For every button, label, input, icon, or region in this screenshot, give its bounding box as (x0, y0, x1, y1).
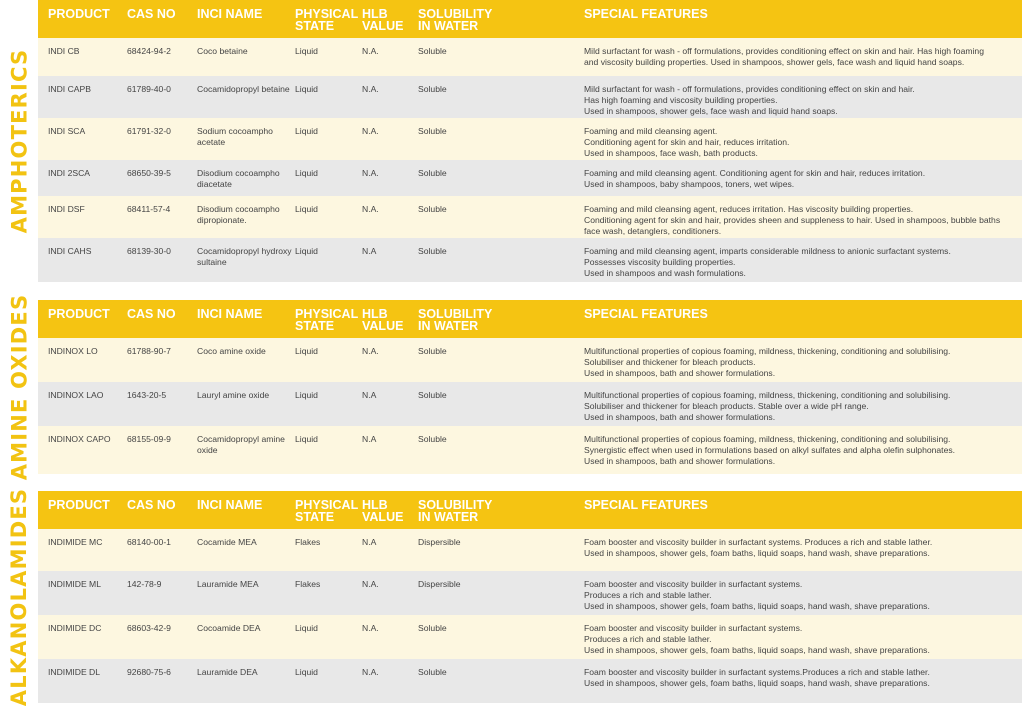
hlb-value: N.A. (362, 126, 379, 136)
header-cell (418, 308, 578, 332)
header-text: STATE (295, 510, 335, 524)
cas-number: 68139-30-0 (127, 246, 171, 256)
header-cell (362, 308, 417, 332)
hlb-value: N.A. (362, 667, 379, 677)
header-text: PHYSICAL (295, 307, 359, 321)
product-table (38, 0, 1022, 282)
header-text: IN WATER (418, 319, 479, 333)
feature-line: Used in shampoos, bath and shower formulations. (584, 367, 776, 378)
header-cell (362, 499, 417, 523)
header-text: PRODUCT (48, 7, 110, 21)
section-amine-oxides (0, 293, 1024, 481)
cas-number: 61789-40-0 (127, 84, 171, 94)
physical-state: Flakes (295, 579, 321, 589)
header-text: SOLUBILITY (418, 307, 493, 321)
header-text: PRODUCT (48, 498, 110, 512)
table-row (38, 426, 1022, 474)
section-side-label (0, 487, 38, 706)
cas-number: 61791-32-0 (127, 126, 171, 136)
header-text: SPECIAL FEATURES (584, 498, 708, 512)
feature-line: Multifunctional properties of copious foaming, mildness, thickening, conditioning and solubilising. (584, 346, 951, 356)
header-text: INCI NAME (197, 498, 263, 512)
section-side-label (0, 293, 38, 481)
header-text: PRODUCT (48, 307, 110, 321)
header-cell (127, 499, 197, 511)
feature-line: Solubiliser and thickener for bleach products. Stable over a wide pH range. (584, 400, 869, 411)
hlb-value: N.A. (362, 623, 379, 633)
feature-line: Foam booster and viscosity builder in surfactant systems. (584, 623, 803, 633)
table-row (38, 615, 1022, 659)
inci-name: Disodium cocoampho diacetate (197, 168, 280, 189)
feature-line: Multifunctional properties of copious foaming, mildness, thickening, conditioning and solubilising. (584, 390, 951, 400)
header-text: IN WATER (418, 510, 479, 524)
inci-name: Lauramide MEA (197, 579, 259, 589)
physical-state: Flakes (295, 537, 321, 547)
header-text: HLB (362, 307, 388, 321)
cas-number: 68424-94-2 (127, 46, 171, 56)
cas-number: 68650-39-5 (127, 168, 171, 178)
section-alkanolamides (0, 487, 1024, 706)
solubility: Soluble (418, 434, 447, 444)
solubility: Soluble (418, 390, 447, 400)
product-name: INDI CAPB (48, 84, 91, 94)
header-cell (48, 8, 126, 20)
table-header (38, 300, 1022, 338)
feature-line: Used in shampoos, shower gels, foam baths, liquid soaps, hand wash, shave preparations. (584, 644, 930, 655)
header-cell (295, 8, 361, 32)
section-side-label (0, 0, 38, 282)
feature-line: Used in shampoos, baby shampoos, toners, wet wipes. (584, 178, 795, 189)
hlb-value: N.A (362, 434, 377, 444)
solubility: Soluble (418, 204, 447, 214)
solubility: Soluble (418, 126, 447, 136)
solubility: Soluble (418, 84, 447, 94)
feature-line: Possesses viscosity building properties. (584, 256, 736, 267)
solubility: Soluble (418, 46, 447, 56)
cas-number: 92680-75-6 (127, 667, 171, 677)
physical-state: Liquid (295, 346, 318, 356)
feature-line: Synergistic effect when used in formulations based on alkyl sulfates and alpha olefin sulphonates. (584, 444, 956, 455)
product-name: INDI CAHS (48, 246, 92, 256)
product-name: INDINOX LAO (48, 390, 104, 400)
header-text: INCI NAME (197, 7, 263, 21)
header-text: VALUE (362, 319, 404, 333)
physical-state: Liquid (295, 204, 318, 214)
special-features (584, 84, 1024, 116)
feature-line: and viscosity building properties. Used in shampoos, shower gels, face wash and liquid hand soaps. (584, 56, 965, 67)
special-features (584, 623, 1024, 655)
feature-line: Used in shampoos, shower gels, face wash and liquid hand soaps. (584, 105, 838, 116)
table-row (38, 38, 1022, 76)
header-text: SPECIAL FEATURES (584, 307, 708, 321)
feature-line: Foaming and mild cleansing agent, imparts considerable mildness to anionic surfactant systems. (584, 246, 951, 256)
table-row (38, 118, 1022, 160)
inci-name: Disodium cocoampho dipropionate. (197, 204, 280, 225)
header-cell (295, 308, 361, 332)
hlb-value: N.A (362, 246, 377, 256)
header-text: SOLUBILITY (418, 498, 493, 512)
header-text: CAS NO (127, 7, 176, 21)
feature-line: Conditioning agent for skin and hair, provides sheen and suppleness to hair. Used in shampoos, bubble baths (584, 214, 1001, 225)
feature-line: Mild surfactant for wash - off formulations, provides conditioning effect on skin and hair. Has high foaming (584, 46, 984, 56)
product-name: INDINOX CAPO (48, 434, 111, 444)
hlb-value: N.A (362, 390, 377, 400)
special-features (584, 346, 1024, 378)
solubility: Soluble (418, 346, 447, 356)
table-row (38, 659, 1022, 703)
solubility: Dispersible (418, 537, 461, 547)
cas-number: 68140-00-1 (127, 537, 171, 547)
header-text: STATE (295, 19, 335, 33)
feature-line: Mild surfactant for wash - off formulations, provides conditioning effect on skin and hair. (584, 84, 915, 94)
header-text: VALUE (362, 510, 404, 524)
product-name: INDIMIDE DL (48, 667, 101, 677)
feature-line: Used in shampoos, bath and shower formulations. (584, 411, 776, 422)
header-cell (295, 499, 361, 523)
solubility: Soluble (418, 623, 447, 633)
feature-line: Has high foaming and viscosity building properties. (584, 94, 778, 105)
header-cell (362, 8, 417, 32)
product-name: INDI 2SCA (48, 168, 91, 178)
header-cell (197, 499, 294, 511)
table-header (38, 0, 1022, 38)
product-name: INDIMIDE MC (48, 537, 103, 547)
table-header (38, 491, 1022, 529)
inci-name: Coco amine oxide (197, 346, 266, 356)
table-row (38, 571, 1022, 615)
feature-line: Foam booster and viscosity builder in surfactant systems.Produces a rich and stable lather. (584, 667, 930, 677)
table-row (38, 338, 1022, 382)
product-table (38, 491, 1022, 703)
feature-line: Produces a rich and stable lather. (584, 633, 712, 644)
solubility: Soluble (418, 246, 447, 256)
hlb-value: N.A. (362, 84, 379, 94)
header-text: CAS NO (127, 307, 176, 321)
table-row (38, 76, 1022, 118)
physical-state: Liquid (295, 168, 318, 178)
header-cell (584, 308, 1024, 320)
physical-state: Liquid (295, 434, 318, 444)
feature-line: Foam booster and viscosity builder in surfactant systems. Produces a rich and stable lather. (584, 537, 933, 547)
feature-line: Foaming and mild cleansing agent. Conditioning agent for skin and hair, reduces irritation. (584, 168, 926, 178)
special-features (584, 246, 1024, 278)
table-row (38, 382, 1022, 426)
header-text: VALUE (362, 19, 404, 33)
cas-number: 1643-20-5 (127, 390, 167, 400)
header-cell (418, 8, 578, 32)
solubility: Soluble (418, 168, 447, 178)
feature-line: Used in shampoos, shower gels, foam baths, liquid soaps, hand wash, shave preparations. (584, 547, 930, 558)
special-features (584, 46, 1024, 68)
header-text: SOLUBILITY (418, 7, 493, 21)
section-title: AMINE OXIDES (7, 293, 32, 481)
inci-name: Cocoamide DEA (197, 623, 261, 633)
header-text: STATE (295, 319, 335, 333)
header-cell (48, 308, 126, 320)
hlb-value: N.A. (362, 168, 379, 178)
feature-line: Foaming and mild cleansing agent, reduces irritation. Has viscosity building properties. (584, 204, 914, 214)
special-features (584, 537, 1024, 559)
header-cell (127, 8, 197, 20)
feature-line: Multifunctional properties of copious foaming, mildness, thickening, conditioning and solubilising. (584, 434, 951, 444)
table-row (38, 238, 1022, 282)
special-features (584, 667, 1024, 689)
feature-line: face wash, detanglers, conditioners. (584, 225, 722, 236)
cas-number: 68603-42-9 (127, 623, 171, 633)
header-cell (584, 499, 1024, 511)
header-cell (127, 308, 197, 320)
feature-line: Used in shampoos, shower gels, foam baths, liquid soaps, hand wash, shave preparations. (584, 600, 930, 611)
inci-name: Cocamidopropyl betaine (197, 84, 290, 94)
cas-number: 68155-09-9 (127, 434, 171, 444)
table-row (38, 196, 1022, 238)
hlb-value: N.A. (362, 46, 379, 56)
feature-line: Used in shampoos, face wash, bath products. (584, 147, 758, 158)
inci-name: Lauramide DEA (197, 667, 258, 677)
hlb-value: N.A (362, 537, 377, 547)
special-features (584, 579, 1024, 611)
header-text: INCI NAME (197, 307, 263, 321)
physical-state: Liquid (295, 246, 318, 256)
feature-line: Used in shampoos, shower gels, foam baths, liquid soaps, hand wash, shave preparations. (584, 677, 930, 688)
physical-state: Liquid (295, 126, 318, 136)
product-name: INDI CB (48, 46, 80, 56)
special-features (584, 204, 1024, 236)
header-cell (584, 8, 1024, 20)
product-table (38, 300, 1022, 474)
feature-line: Solubiliser and thickener for bleach products. (584, 356, 756, 367)
hlb-value: N.A. (362, 346, 379, 356)
feature-line: Conditioning agent for skin and hair, reduces irritation. (584, 136, 790, 147)
special-features (584, 434, 1024, 466)
inci-name: Cocamide MEA (197, 537, 257, 547)
feature-line: Produces a rich and stable lather. (584, 589, 712, 600)
physical-state: Liquid (295, 84, 318, 94)
inci-name: Coco betaine (197, 46, 248, 56)
special-features (584, 126, 1024, 158)
solubility: Soluble (418, 667, 447, 677)
header-text: HLB (362, 498, 388, 512)
special-features (584, 390, 1024, 422)
header-cell (197, 8, 294, 20)
solubility: Dispersible (418, 579, 461, 589)
header-cell (48, 499, 126, 511)
cas-number: 68411-57-4 (127, 204, 171, 214)
section-amphoterics (0, 0, 1024, 282)
header-cell (418, 499, 578, 523)
header-cell (197, 308, 294, 320)
header-text: PHYSICAL (295, 7, 359, 21)
section-title: AMPHOTERICS (7, 48, 31, 234)
feature-line: Used in shampoos, bath and shower formulations. (584, 455, 776, 466)
hlb-value: N.A. (362, 579, 379, 589)
special-features (584, 168, 1024, 190)
physical-state: Liquid (295, 390, 318, 400)
table-row (38, 529, 1022, 571)
inci-name: Cocamidopropyl amine oxide (197, 434, 285, 455)
cas-number: 142-78-9 (127, 579, 162, 589)
product-name: INDINOX LO (48, 346, 98, 356)
physical-state: Liquid (295, 623, 318, 633)
header-text: PHYSICAL (295, 498, 359, 512)
product-name: INDI DSF (48, 204, 85, 214)
section-title: ALKANOLAMIDES (7, 487, 31, 706)
feature-line: Foam booster and viscosity builder in surfactant systems. (584, 579, 803, 589)
header-text: HLB (362, 7, 388, 21)
feature-line: Foaming and mild cleansing agent. (584, 126, 718, 136)
header-text: CAS NO (127, 498, 176, 512)
inci-name: Lauryl amine oxide (197, 390, 270, 400)
physical-state: Liquid (295, 667, 318, 677)
physical-state: Liquid (295, 46, 318, 56)
product-name: INDIMIDE ML (48, 579, 101, 589)
hlb-value: N.A. (362, 204, 379, 214)
header-text: IN WATER (418, 19, 479, 33)
inci-name: Sodium cocoampho acetate (197, 126, 273, 147)
cas-number: 61788-90-7 (127, 346, 171, 356)
feature-line: Used in shampoos and wash formulations. (584, 267, 746, 278)
inci-name: Cocamidopropyl hydroxy sultaine (197, 246, 292, 267)
product-name: INDI SCA (48, 126, 86, 136)
table-row (38, 160, 1022, 196)
product-name: INDIMIDE DC (48, 623, 102, 633)
header-text: SPECIAL FEATURES (584, 7, 708, 21)
